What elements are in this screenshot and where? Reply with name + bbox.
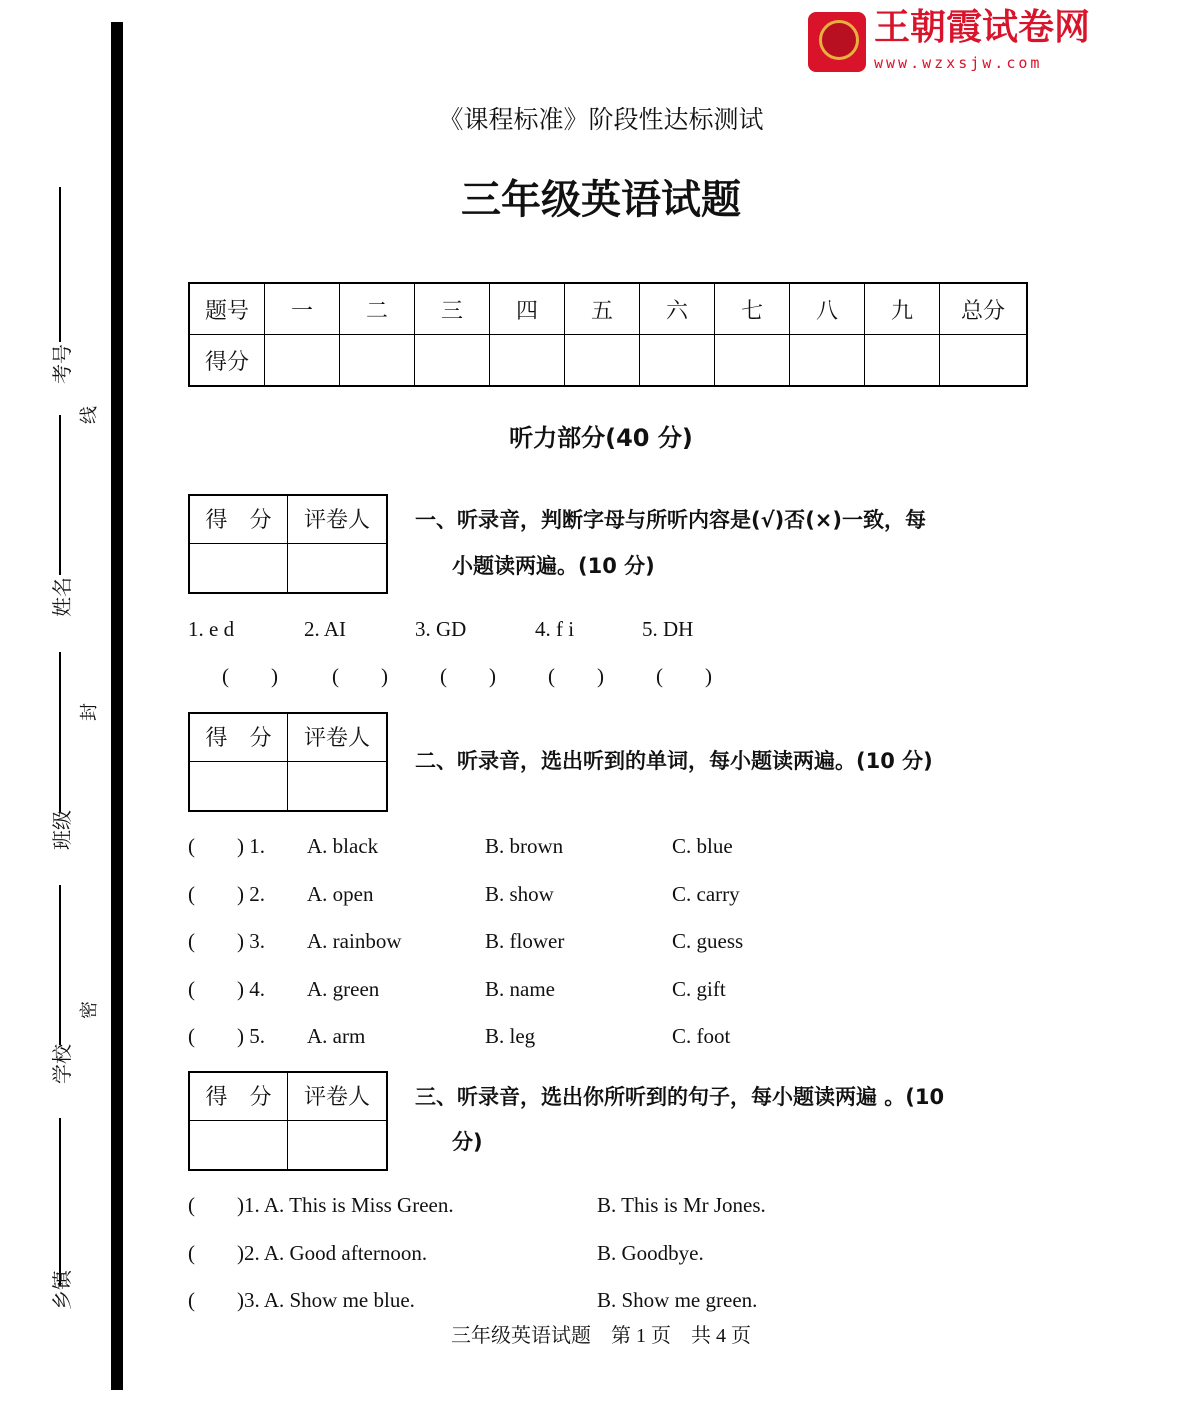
question-number[interactable]: ( ) 3. xyxy=(188,929,265,953)
grade-cell[interactable] xyxy=(190,762,288,810)
field-line xyxy=(59,652,61,812)
letter-item: 2. AI xyxy=(304,617,346,641)
option-c: C. carry xyxy=(672,881,740,906)
score-cell[interactable] xyxy=(865,335,940,387)
logo-url: www.wzxsjw.com xyxy=(874,54,1043,72)
score-cell[interactable] xyxy=(715,335,790,387)
option-a: A. open xyxy=(307,881,374,906)
field-exam-number: 考号 xyxy=(52,344,74,384)
section3-title-cont: 分) xyxy=(452,1130,483,1154)
answer-blank[interactable]: ( ) xyxy=(222,664,278,688)
score-header: 二 xyxy=(340,283,415,335)
grade-label: 得 分 xyxy=(190,1073,288,1121)
score-row-label: 得分 xyxy=(189,335,265,387)
score-cell[interactable] xyxy=(340,335,415,387)
section3-title: 三、听录音，选出你所听到的句子，每小题读两遍 。(10 xyxy=(415,1085,945,1109)
field-line xyxy=(59,1118,61,1286)
option-b: B. leg xyxy=(485,1024,536,1048)
score-header: 四 xyxy=(490,283,565,335)
score-cell[interactable] xyxy=(640,335,715,387)
answer-blank[interactable]: ( ) xyxy=(332,664,388,688)
seal-mark: 密 xyxy=(79,1001,99,1019)
grade-label: 得 分 xyxy=(190,714,288,762)
option-a: A. green xyxy=(307,976,380,1001)
answer-blank[interactable]: ( ) xyxy=(548,664,604,688)
logo-name: 王朝霞试卷网 xyxy=(874,7,1091,48)
option-a[interactable]: ( )2. A. Good afternoon. xyxy=(188,1240,428,1265)
answer-blank[interactable]: ( ) xyxy=(440,664,496,688)
score-cell[interactable] xyxy=(790,335,865,387)
grader-label: 评卷人 xyxy=(288,714,386,762)
score-table xyxy=(188,282,1028,387)
field-line xyxy=(59,885,61,1045)
field-town: 乡镇 xyxy=(52,1270,74,1310)
field-class: 班级 xyxy=(52,810,74,850)
option-c: C. gift xyxy=(672,976,726,1001)
score-header: 七 xyxy=(715,283,790,335)
question-number[interactable]: ( ) 5. xyxy=(188,1024,265,1048)
grade-cell[interactable] xyxy=(190,1121,288,1169)
section1-title: 一、听录音，判断字母与所听内容是(√)否(×)一致，每 xyxy=(415,508,926,532)
grader-cell[interactable] xyxy=(288,1121,386,1169)
score-cell[interactable] xyxy=(490,335,565,387)
question-number[interactable]: ( ) 1. xyxy=(188,834,265,858)
option-b: B. brown xyxy=(485,834,564,858)
question-number[interactable]: ( ) 2. xyxy=(188,881,265,906)
score-cell[interactable] xyxy=(940,335,1028,387)
answer-blank[interactable]: ( ) xyxy=(656,664,712,688)
section2-title: 二、听录音，选出听到的单词，每小题读两遍。(10 分) xyxy=(415,749,933,773)
grader-label: 评卷人 xyxy=(288,1073,386,1121)
grade-cell[interactable] xyxy=(190,544,288,592)
score-cell[interactable] xyxy=(265,335,340,387)
grader-cell[interactable] xyxy=(288,544,386,592)
score-header: 九 xyxy=(865,283,940,335)
logo-badge-icon xyxy=(808,12,866,72)
option-b: B. show xyxy=(485,881,554,906)
score-header: 五 xyxy=(565,283,640,335)
grade-box xyxy=(188,1071,388,1171)
option-b: B. Goodbye. xyxy=(597,1240,704,1265)
option-b: B. name xyxy=(485,976,555,1001)
option-b: B. flower xyxy=(485,929,565,953)
question-number[interactable]: ( ) 4. xyxy=(188,976,265,1001)
score-header: 八 xyxy=(790,283,865,335)
page-footer: 三年级英语试题 第 1 页 共 4 页 xyxy=(451,1325,751,1347)
score-cell[interactable] xyxy=(565,335,640,387)
seal-mark: 封 xyxy=(79,703,99,721)
section1-title-cont: 小题读两遍。(10 分) xyxy=(452,554,655,578)
score-cell[interactable] xyxy=(415,335,490,387)
field-name: 姓名 xyxy=(52,577,74,617)
option-a: A. rainbow xyxy=(307,929,402,953)
score-header: 三 xyxy=(415,283,490,335)
letter-item: 1. e d xyxy=(188,617,235,641)
site-logo xyxy=(808,8,1128,74)
option-c: C. blue xyxy=(672,834,733,858)
subtitle: 《课程标准》阶段性达标测试 xyxy=(438,107,764,134)
score-header: 六 xyxy=(640,283,715,335)
option-a: A. arm xyxy=(307,1024,366,1048)
letter-item: 3. GD xyxy=(415,617,467,641)
option-a: A. black xyxy=(307,834,379,858)
score-header: 题号 xyxy=(189,283,265,335)
letter-item: 4. f i xyxy=(535,617,575,641)
option-c: C. guess xyxy=(672,929,744,953)
page-title: 三年级英语试题 xyxy=(461,177,741,222)
grader-cell[interactable] xyxy=(288,762,386,810)
letter-item: 5. DH xyxy=(642,617,694,641)
option-a[interactable]: ( )3. A. Show me blue. xyxy=(188,1288,415,1312)
option-b: B. Show me green. xyxy=(597,1288,758,1312)
score-header: 总分 xyxy=(940,283,1028,335)
grade-box xyxy=(188,494,388,594)
option-a[interactable]: ( )1. A. This is Miss Green. xyxy=(188,1193,454,1217)
grade-label: 得 分 xyxy=(190,496,288,544)
option-c: C. foot xyxy=(672,1024,731,1048)
grader-label: 评卷人 xyxy=(288,496,386,544)
binding-bar xyxy=(111,22,123,1390)
listening-title: 听力部分(40 分) xyxy=(509,424,693,452)
grade-box xyxy=(188,712,388,812)
option-b: B. This is Mr Jones. xyxy=(597,1193,766,1217)
seal-mark: 线 xyxy=(79,406,99,424)
field-school: 学校 xyxy=(52,1044,74,1084)
score-header: 一 xyxy=(265,283,340,335)
